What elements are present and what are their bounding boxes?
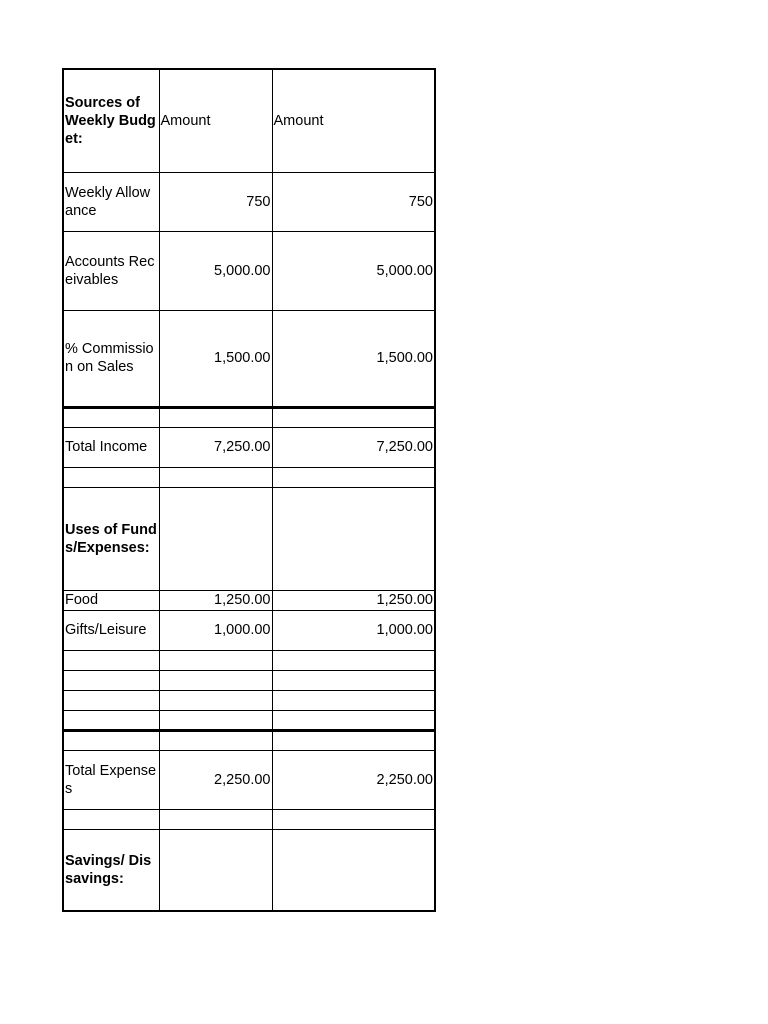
amount-cell: 1,000.00 (159, 610, 272, 650)
empty-row (63, 730, 435, 750)
amount-cell: 1,500.00 (272, 310, 435, 407)
amount-cell: 1,500.00 (159, 310, 272, 407)
empty-row (63, 670, 435, 690)
amount-cell: 1,000.00 (272, 610, 435, 650)
table-row (63, 310, 435, 407)
sources-header-cell: Sources of Weekly Budget: (63, 69, 159, 172)
empty-cell (63, 670, 159, 690)
total-expenses-row (63, 750, 435, 809)
empty-cell (159, 730, 272, 750)
table-row (63, 172, 435, 231)
empty-cell (159, 829, 272, 911)
row-label: Food (63, 590, 159, 610)
empty-cell (63, 809, 159, 829)
row-label: Weekly Allowance (63, 172, 159, 231)
table-row (63, 231, 435, 310)
expenses-header-row (63, 487, 435, 590)
empty-cell (272, 467, 435, 487)
total-income-label: Total Income (63, 427, 159, 467)
empty-cell (159, 670, 272, 690)
empty-cell (272, 690, 435, 710)
empty-row (63, 809, 435, 829)
table-row (63, 610, 435, 650)
empty-row (63, 650, 435, 670)
amount-cell: 750 (272, 172, 435, 231)
empty-cell (63, 650, 159, 670)
empty-cell (159, 650, 272, 670)
total-expenses-amount-1: 2,250.00 (159, 750, 272, 809)
row-label: Accounts Receivables (63, 231, 159, 310)
empty-cell (272, 809, 435, 829)
total-expenses-amount-2: 2,250.00 (272, 750, 435, 809)
amount-header-1: Amount (159, 69, 272, 172)
amount-cell: 1,250.00 (272, 590, 435, 610)
row-label: % Commission on Sales (63, 310, 159, 407)
empty-row (63, 690, 435, 710)
expenses-header-cell: Uses of Funds/Expenses: (63, 487, 159, 590)
empty-cell (63, 467, 159, 487)
amount-cell: 1,250.00 (159, 590, 272, 610)
empty-row (63, 407, 435, 427)
table-header-row (63, 69, 435, 172)
empty-cell (159, 407, 272, 427)
empty-cell (272, 710, 435, 730)
empty-row (63, 467, 435, 487)
total-income-row (63, 427, 435, 467)
total-expenses-label: Total Expenses (63, 750, 159, 809)
amount-cell: 5,000.00 (159, 231, 272, 310)
empty-cell (159, 690, 272, 710)
empty-cell (63, 407, 159, 427)
empty-cell (159, 487, 272, 590)
total-income-amount-1: 7,250.00 (159, 427, 272, 467)
empty-cell (159, 467, 272, 487)
empty-cell (272, 407, 435, 427)
amount-cell: 5,000.00 (272, 231, 435, 310)
savings-label: Savings/ Dissavings: (63, 829, 159, 911)
empty-cell (272, 829, 435, 911)
amount-header-2: Amount (272, 69, 435, 172)
empty-cell (272, 730, 435, 750)
empty-cell (159, 710, 272, 730)
weekly-budget-table (62, 68, 436, 912)
empty-cell (272, 670, 435, 690)
empty-cell (63, 730, 159, 750)
empty-cell (63, 710, 159, 730)
empty-cell (272, 650, 435, 670)
amount-cell: 750 (159, 172, 272, 231)
empty-row (63, 710, 435, 730)
empty-cell (63, 690, 159, 710)
table-row (63, 590, 435, 610)
savings-row (63, 829, 435, 911)
empty-cell (159, 809, 272, 829)
row-label: Gifts/Leisure (63, 610, 159, 650)
empty-cell (272, 487, 435, 590)
total-income-amount-2: 7,250.00 (272, 427, 435, 467)
